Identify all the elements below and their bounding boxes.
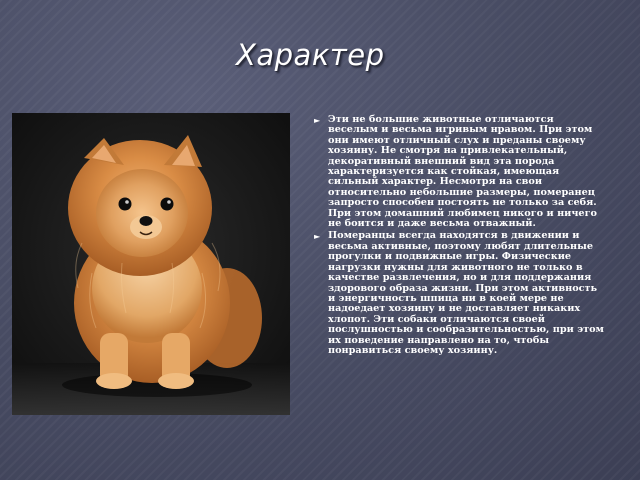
bullet-item: [314, 231, 606, 356]
bullet-text: Померанцы всегда находятся в движении и весьма активные, поэтому любят длительные прогулки и подвижные игры. Физические нагрузки нужны для животного не только в качестве развлечения, но и для поддержания здорового образа жизни. При этом активность и энергичность шпица ни в коей мере не надоедает хозяину и не доставляет никаких хлопот. Эти собаки отличаются своей послушностью и сообразительностью, при этом их поведение направлено на то, чтобы понравиться своему хозяину.: [328, 230, 604, 356]
bullet-list: [314, 115, 606, 358]
triangle-bullet-icon: ►: [314, 232, 321, 242]
bullet-item: [314, 115, 606, 229]
bullet-text: Эти не большие животные отличаются веселым и весьма игривым нравом. При этом они имеют отличный слух и преданы своему хозяину. Не смотря на привлекательный, декоративный внешний вид эта порода характеризуется как стойкая, имеющая сильный характер. Несмотря на свои относительно небольшие размеры, померанец запросто способен постоять не только за себя. При этом домашний любимец никого и ничего не боится и даже весьма отважный.: [328, 114, 597, 230]
slide-title: Характер: [236, 38, 385, 72]
pomeranian-dog-image: [12, 113, 290, 415]
triangle-bullet-icon: ►: [314, 116, 321, 125]
pomeranian-photo: [12, 113, 290, 415]
